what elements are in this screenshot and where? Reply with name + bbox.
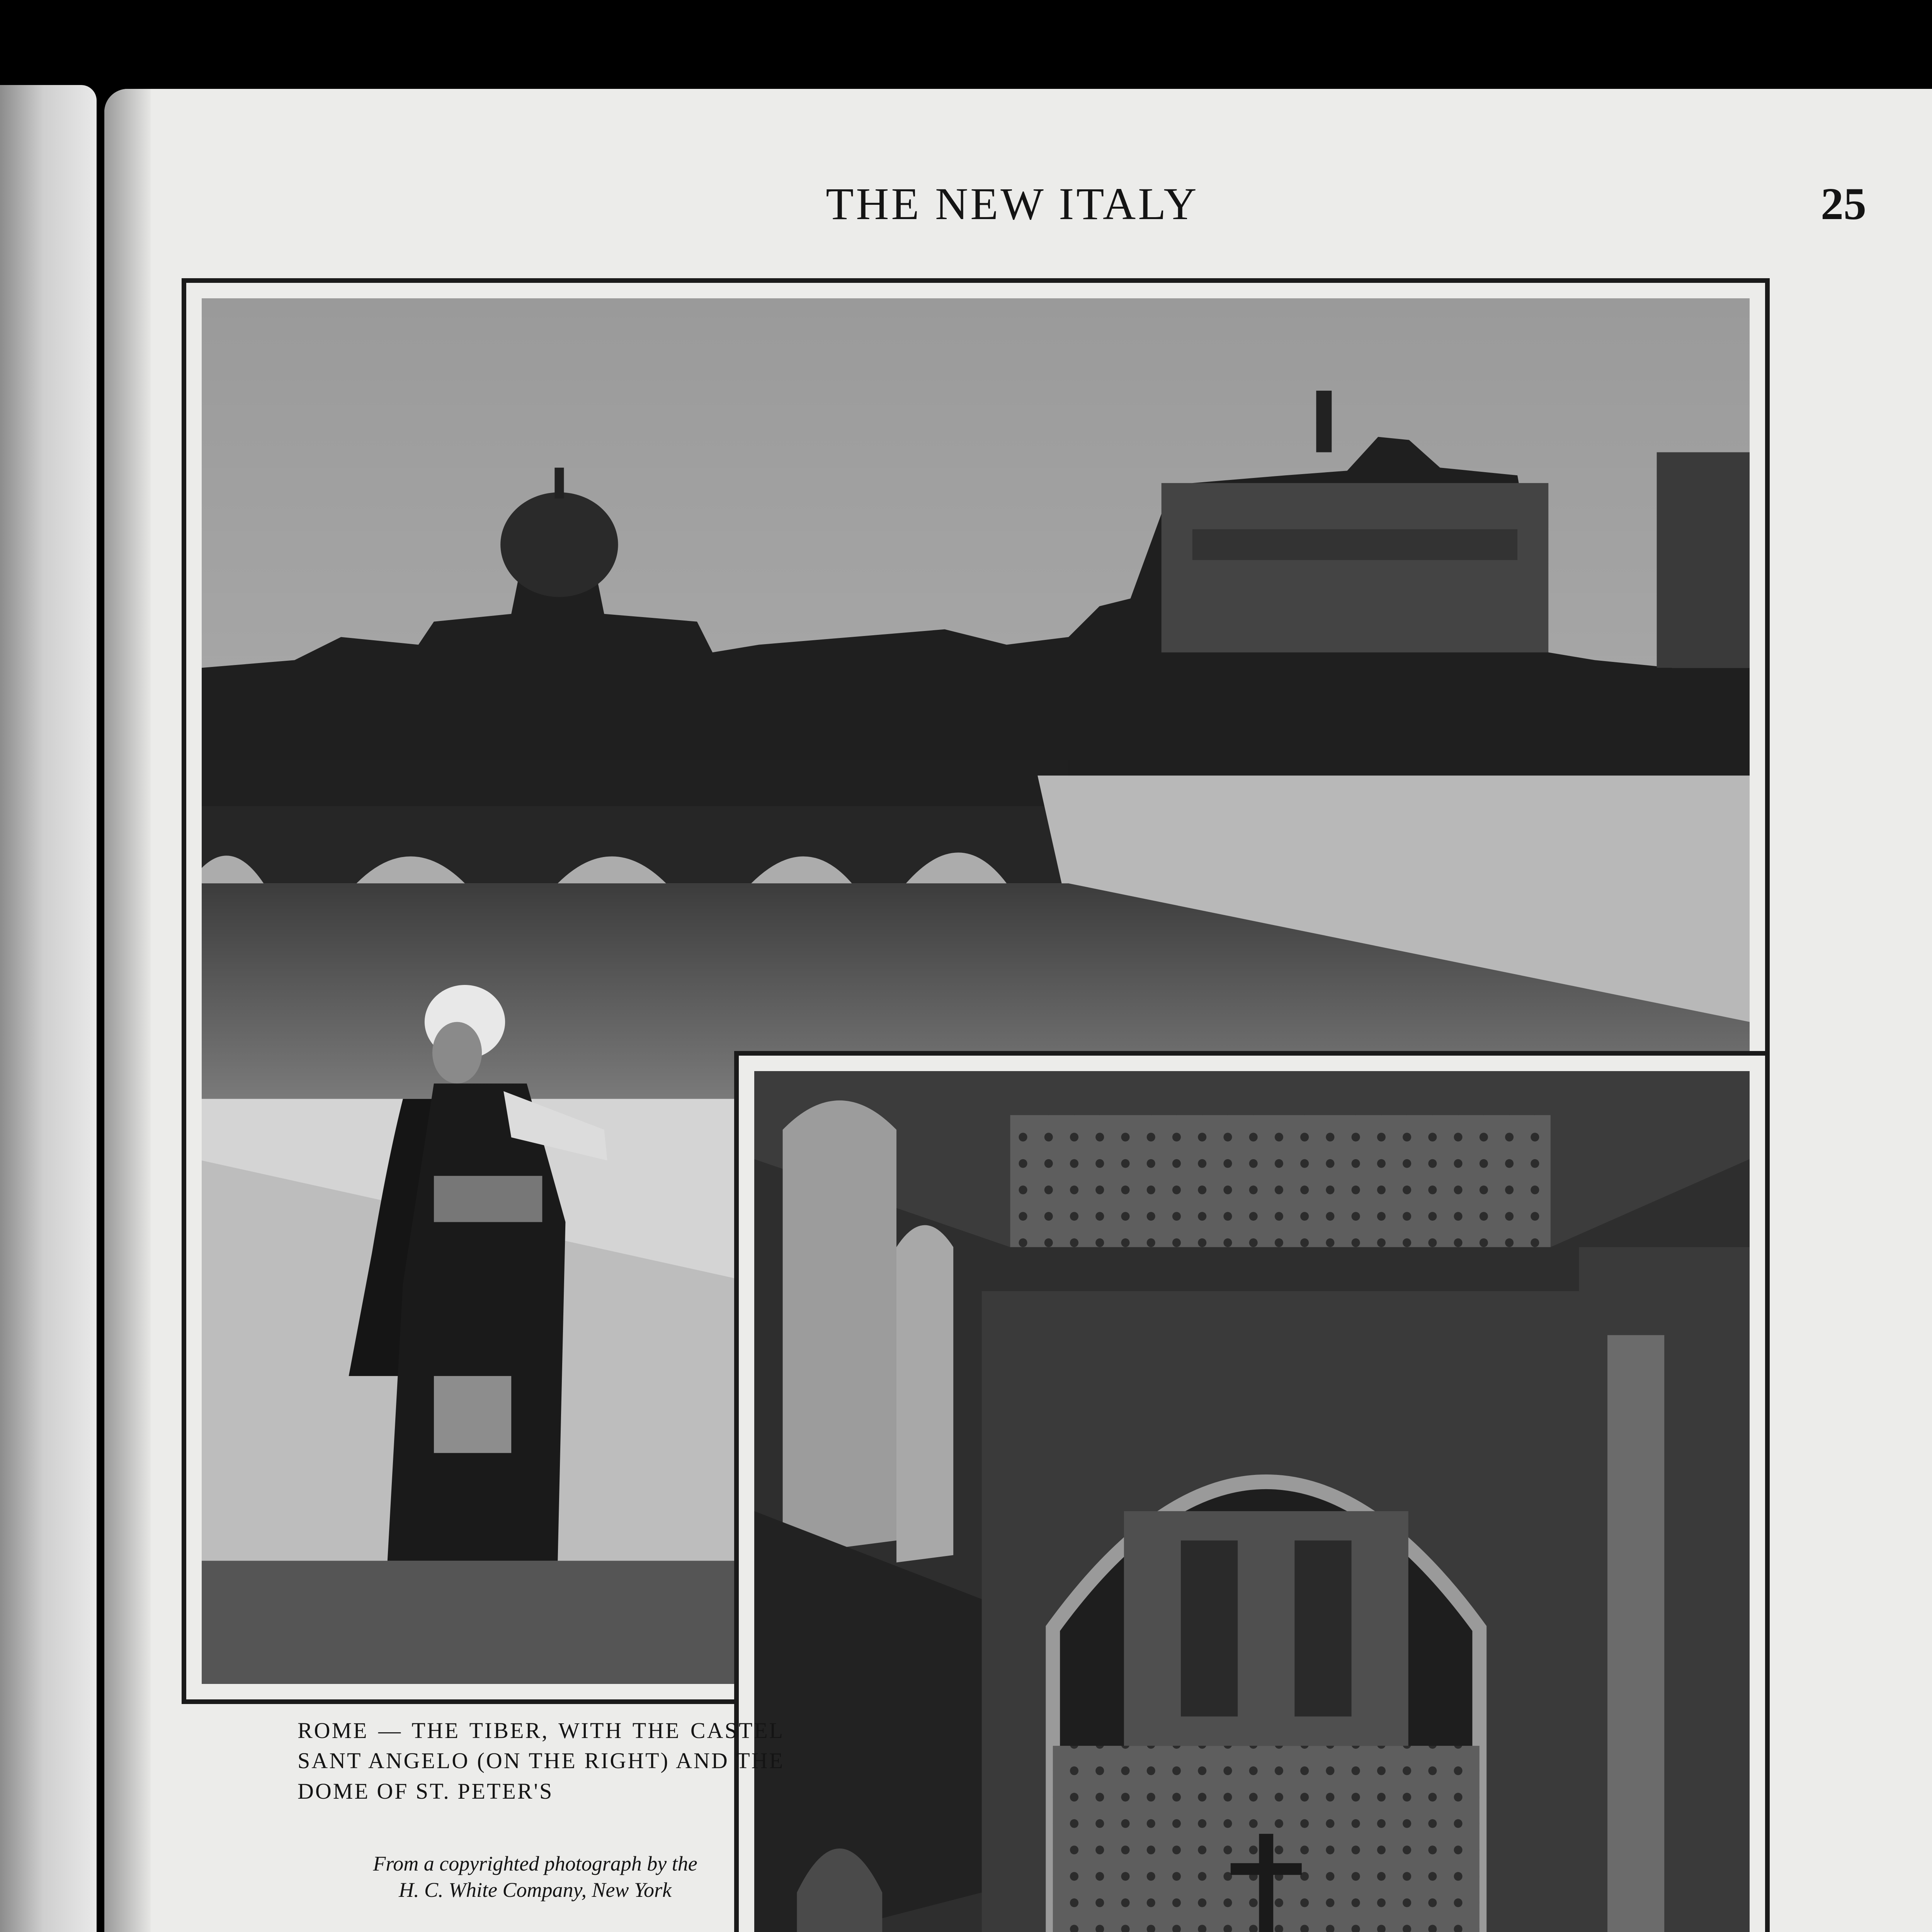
page-gutter	[104, 89, 151, 1932]
photo-grave-pius-ix-image	[754, 1071, 1750, 1932]
credit-rome-tiber	[286, 1851, 784, 1903]
facing-page-edge	[0, 85, 97, 1932]
credit-rome-line-1: From a copyrighted photograph by the	[373, 1852, 697, 1875]
photo-grave-pius-ix	[734, 1051, 1770, 1932]
page-number: 25	[1821, 179, 1866, 229]
credit-rome-line-2: H. C. White Company, New York	[398, 1878, 672, 1901]
running-head: THE NEW ITALY	[826, 179, 1199, 229]
caption-rome-tiber: ROME — THE TIBER, WITH THE CASTEL SANT ANGELO (ON THE RIGHT) AND THE DOME OF ST. PETER'S	[298, 1718, 784, 1804]
